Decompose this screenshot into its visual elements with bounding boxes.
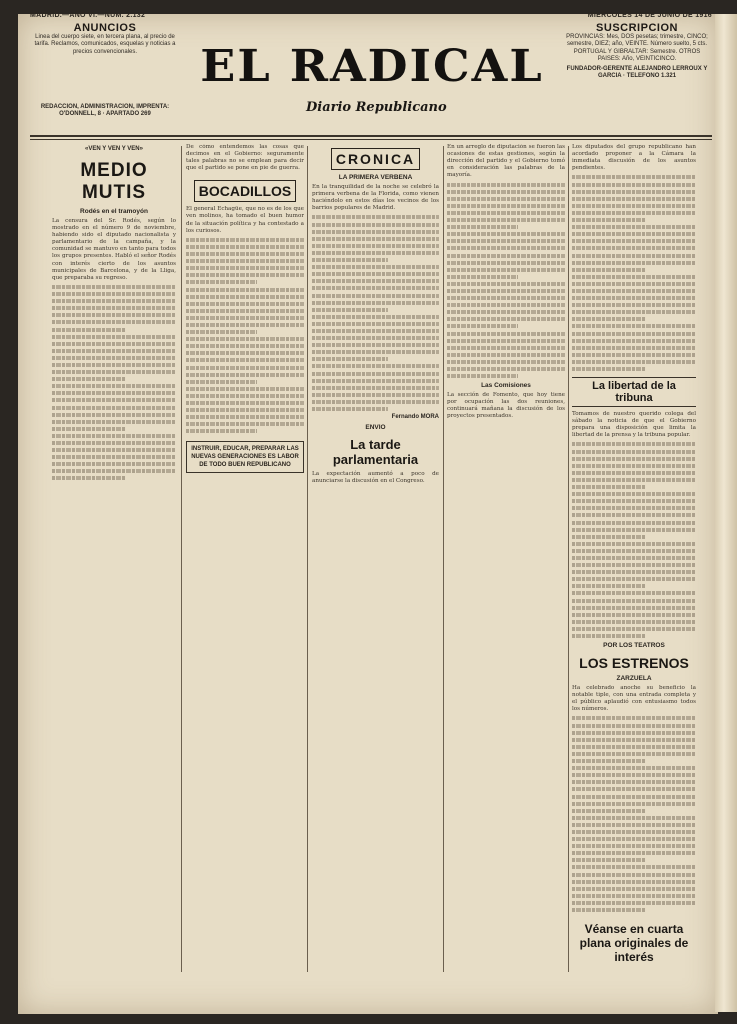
print-texture-line: [572, 261, 696, 265]
print-texture-line: [52, 427, 126, 431]
print-texture-line: [572, 716, 696, 720]
ads-box: [30, 22, 180, 56]
print-texture-line: [52, 469, 176, 473]
col5-body: Tomamos de nuestro querido colega del sábado la noticia de que el Gobierno prepara una disposición que limita la libertad de la prensa y la tribuna popular.: [572, 411, 696, 439]
print-texture-line: [186, 429, 257, 433]
print-texture-line: [312, 329, 439, 333]
print-texture-line: [312, 350, 439, 354]
print-texture-line: [572, 752, 696, 756]
print-texture-line: [312, 244, 439, 248]
print-texture-line: [312, 279, 439, 283]
print-texture-line: [572, 731, 696, 735]
col5-filler-text-a: [572, 175, 696, 371]
print-texture-line: [52, 285, 176, 289]
print-texture-line: [52, 342, 176, 346]
print-texture-line: [572, 780, 696, 784]
print-texture-line: [312, 230, 439, 234]
ads-text: Linea del cuerpo siete, en tercera plana, al precio de tarifa. Reclamos, comunicados, esquelas y noticias a precios convencionales.: [34, 34, 176, 55]
print-texture-line: [572, 324, 696, 328]
print-texture-line: [447, 254, 565, 258]
print-texture-line: [186, 259, 304, 263]
masthead-rule: [30, 135, 712, 137]
print-texture-line: [312, 407, 388, 411]
print-texture-line: [447, 324, 518, 328]
print-texture-line: [186, 387, 304, 391]
print-texture-line: [572, 471, 696, 475]
print-texture-line: [572, 464, 696, 468]
print-texture-line: [572, 310, 696, 314]
col5-filler-text-c: [572, 716, 696, 912]
headline-cronica: CRONICA: [331, 148, 420, 170]
print-texture-line: [572, 901, 696, 905]
print-texture-line: [572, 830, 696, 834]
ads-heading: ANUNCIOS: [73, 22, 137, 34]
print-texture-line: [572, 353, 696, 357]
print-texture-line: [572, 346, 696, 350]
page-edge: [715, 14, 737, 1012]
print-texture-line: [572, 275, 696, 279]
headline-los-estrenos: LOS ESTRENOS: [579, 655, 689, 671]
print-texture-line: [312, 336, 439, 340]
print-texture-line: [572, 809, 646, 813]
print-texture-line: [186, 302, 304, 306]
print-texture-line: [572, 317, 646, 321]
print-texture-line: [52, 320, 176, 324]
print-texture-line: [186, 273, 304, 277]
col4-subhead: Las Comisiones: [481, 382, 531, 390]
print-texture-line: [572, 591, 696, 595]
print-texture-line: [572, 521, 696, 525]
print-texture-line: [312, 400, 439, 404]
print-texture-line: [52, 313, 176, 317]
print-texture-line: [572, 787, 696, 791]
print-texture-line: [52, 299, 176, 303]
print-texture-line: [312, 301, 439, 305]
col5-body2: Ha celebrado anoche su beneficio la notable tiple, con una entrada completa y el público aplaudió con entusiasmo todos los números.: [572, 685, 696, 713]
print-texture-line: [572, 795, 696, 799]
print-texture-line: [186, 245, 304, 249]
print-texture-line: [572, 724, 696, 728]
print-texture-line: [447, 367, 565, 371]
print-texture-line: [572, 225, 696, 229]
subscription-box: [562, 22, 712, 80]
print-texture-line: [572, 613, 696, 617]
headline-tarde-parlamentaria: La tarde parlamentaria: [332, 437, 419, 468]
print-texture-line: [312, 223, 439, 227]
print-texture-line: [447, 339, 565, 343]
administration-info: REDACCION, ADMINISTRACION, IMPRENTA: O'DONNELL, 8 · APARTADO 269: [40, 104, 170, 118]
print-texture-line: [572, 887, 696, 891]
print-texture-line: [312, 393, 439, 397]
print-texture-line: [52, 476, 126, 480]
print-texture-line: [447, 204, 565, 208]
print-texture-line: [186, 330, 257, 334]
print-texture-line: [312, 308, 388, 312]
print-texture-line: [572, 745, 696, 749]
print-texture-line: [572, 492, 696, 496]
col1-subhead: Rodés en el tramoyón: [80, 208, 148, 215]
print-texture-line: [572, 549, 696, 553]
print-texture-line: [186, 344, 304, 348]
print-texture-line: [312, 294, 439, 298]
print-texture-line: [52, 356, 176, 360]
headline-libertad-tribuna: La libertad de la tribuna: [572, 377, 696, 407]
print-texture-line: [312, 364, 439, 368]
print-texture-line: [312, 272, 439, 276]
print-texture-line: [447, 317, 565, 321]
print-texture-line: [572, 577, 696, 581]
print-texture-line: [52, 420, 176, 424]
subscription-heading: SUSCRIPCION: [596, 22, 678, 34]
print-texture-line: [572, 450, 696, 454]
print-texture-line: [572, 759, 646, 763]
print-texture-line: [447, 218, 565, 222]
print-texture-line: [186, 309, 304, 313]
print-texture-line: [572, 485, 646, 489]
print-texture-line: [312, 265, 439, 269]
print-texture-line: [572, 773, 696, 777]
print-texture-line: [52, 377, 126, 381]
col2-bottom-box: INSTRUIR, EDUCAR, PREPARAR LAS NUEVAS GENERACIONES ES LABOR DE TODO BUEN REPUBLICANO: [186, 441, 304, 473]
column-4: [447, 144, 565, 974]
print-texture-line: [572, 339, 696, 343]
column-3: [312, 144, 439, 974]
col4-intro: En un arreglo de diputación se fueron las ocasiones de estas gestiones, según la dirección del partido y el Gobierno tomó en consideración las palabras de la mayoría.: [447, 144, 565, 179]
print-texture-line: [52, 455, 176, 459]
print-texture-line: [572, 246, 696, 250]
print-texture-line: [572, 197, 696, 201]
print-texture-line: [572, 218, 646, 222]
column-divider: [181, 146, 182, 972]
col3-envio: ENVIO: [365, 424, 386, 432]
print-texture-line: [52, 384, 176, 388]
col5-section-tag: POR LOS TEATROS: [603, 642, 665, 649]
column-2: [186, 144, 304, 974]
print-texture-line: [52, 363, 176, 367]
col4-filler-text: [447, 183, 565, 379]
print-texture-line: [447, 303, 565, 307]
print-texture-line: [186, 394, 304, 398]
print-texture-line: [572, 908, 646, 912]
print-texture-line: [447, 183, 565, 187]
print-texture-line: [572, 880, 696, 884]
print-texture-line: [312, 286, 439, 290]
column-divider: [307, 146, 308, 972]
masthead: [30, 12, 712, 132]
print-texture-line: [186, 337, 304, 341]
print-texture-line: [572, 802, 696, 806]
print-texture-line: [447, 374, 518, 378]
print-texture-line: [572, 837, 696, 841]
print-texture-line: [572, 858, 646, 862]
print-texture-line: [312, 215, 439, 219]
print-texture-line: [312, 343, 439, 347]
print-texture-line: [572, 175, 696, 179]
print-texture-line: [572, 627, 696, 631]
print-texture-line: [312, 315, 439, 319]
col1-body: La censura del Sr. Rodés, según lo mostrado en el número 9 de noviembre, habiendo sido el diputado nacionalista y parlamentario de la campaña, y la comunidad se mantuvo en tanto para todos los grupos presentes. Habló el señor Rodés con interés cierto de los asuntos municipales de Barcelona, y de la Lliga, que preparaba su regreso.: [52, 218, 176, 281]
col2-filler-text: [186, 238, 304, 434]
print-texture-line: [186, 366, 304, 370]
col5-subhead: ZARZUELA: [616, 675, 652, 682]
print-texture-line: [572, 873, 696, 877]
print-texture-line: [572, 296, 696, 300]
print-texture-line: [447, 346, 565, 350]
print-texture-line: [186, 351, 304, 355]
print-texture-line: [572, 738, 696, 742]
masthead-rule-thin: [30, 139, 712, 140]
col4-body: La sección de Fomento, que hoy tiene por ocupación las dos reuniones, continuará mañana la discusión de los proyectos presentados.: [447, 392, 565, 420]
print-texture-line: [447, 232, 565, 236]
print-texture-line: [186, 422, 304, 426]
print-texture-line: [52, 462, 176, 466]
col2-body: El general Echagüe, que no es de los que ven molinos, ha tomado el buen humor de la situación política y ha contestado a los curiosos.: [186, 206, 304, 234]
col3-byline: Fernando MORA: [391, 414, 439, 421]
print-texture-line: [572, 268, 646, 272]
print-texture-line: [447, 190, 565, 194]
print-texture-line: [52, 335, 176, 339]
col3-body: En la tranquilidad de la noche se celebró la primera verbena de la Florida, como vienen haciéndolo en estos días los vecinos de los barrios populares de Madrid.: [312, 184, 439, 212]
print-texture-line: [447, 211, 565, 215]
date-line: MIERCOLES 14 DE JUNIO DE 1916: [587, 12, 712, 19]
print-texture-line: [572, 303, 696, 307]
print-texture-line: [312, 237, 439, 241]
print-texture-line: [572, 332, 696, 336]
column-5: [572, 144, 696, 974]
issue-line: MADRID.—AÑO VI.—NUM. 2.132: [30, 12, 146, 19]
print-texture-line: [186, 380, 257, 384]
print-texture-line: [186, 415, 304, 419]
print-texture-line: [572, 478, 696, 482]
subscription-text: PROVINCIAS: Mes, DOS pesetas; trimestre, CINCO; semestre, DIEZ; año, VEINTE. Número suelto, 5 cts. PORTUGAL Y GIBRALTAR: Semestre. OTROS PAISES: Año, VEINTICINCO.: [566, 34, 708, 63]
print-texture-line: [52, 434, 176, 438]
print-texture-line: [447, 289, 565, 293]
print-texture-line: [572, 599, 696, 603]
print-texture-line: [186, 238, 304, 242]
print-texture-line: [312, 372, 439, 376]
print-texture-line: [447, 332, 565, 336]
print-texture-line: [312, 258, 388, 262]
print-texture-line: [572, 204, 696, 208]
column-divider: [443, 146, 444, 972]
col5-intro: Los diputados del grupo republicano han acordado proponer a la Cámara la inmediata discusión de los asuntos pendientes.: [572, 144, 696, 172]
print-texture-line: [572, 851, 696, 855]
print-texture-line: [447, 197, 565, 201]
column-divider: [568, 146, 569, 972]
print-texture-line: [572, 865, 696, 869]
print-texture-line: [52, 306, 176, 310]
print-texture-line: [447, 246, 565, 250]
print-texture-line: [572, 563, 696, 567]
print-texture-line: [447, 239, 565, 243]
print-texture-line: [447, 360, 565, 364]
print-texture-line: [572, 606, 696, 610]
print-texture-line: [572, 211, 696, 215]
print-texture-line: [186, 408, 304, 412]
print-texture-line: [572, 457, 696, 461]
print-texture-line: [572, 506, 696, 510]
print-texture-line: [572, 183, 696, 187]
print-texture-line: [447, 296, 565, 300]
print-texture-line: [312, 322, 439, 326]
print-texture-line: [447, 282, 565, 286]
print-texture-line: [572, 620, 696, 624]
print-texture-line: [447, 275, 518, 279]
print-texture-line: [52, 413, 176, 417]
newspaper-subtitle: Diario Republicano: [306, 100, 447, 115]
col1-filler-text: [52, 285, 176, 481]
print-texture-line: [52, 448, 176, 452]
print-texture-line: [572, 360, 696, 364]
headline-bocadillos: BOCADILLOS: [194, 180, 297, 202]
print-texture-line: [572, 816, 696, 820]
print-texture-line: [52, 406, 176, 410]
print-texture-line: [572, 894, 696, 898]
print-texture-line: [186, 288, 304, 292]
print-texture-line: [447, 225, 518, 229]
print-texture-line: [572, 254, 696, 258]
print-texture-line: [572, 528, 696, 532]
print-texture-line: [186, 401, 304, 405]
col3-subhead: LA PRIMERA VERBENA: [338, 174, 413, 181]
print-texture-line: [572, 570, 696, 574]
print-texture-line: [572, 499, 696, 503]
print-texture-line: [447, 261, 565, 265]
print-texture-line: [572, 367, 646, 371]
print-texture-line: [186, 266, 304, 270]
print-texture-line: [186, 295, 304, 299]
newspaper-title: EL RADICAL: [200, 40, 544, 92]
column-1: [52, 144, 176, 974]
closing-notice: Véanse en cuarta plana originales de interés: [579, 922, 689, 964]
print-texture-line: [572, 556, 696, 560]
print-texture-line: [447, 268, 565, 272]
print-texture-line: [312, 386, 439, 390]
print-texture-line: [572, 282, 696, 286]
col5-filler-text-b: [572, 442, 696, 638]
print-texture-line: [52, 349, 176, 353]
headline-medio-mutis: MEDIO MUTIS: [80, 160, 148, 203]
print-texture-line: [572, 584, 646, 588]
print-texture-line: [572, 844, 696, 848]
col1-tag: «VEN Y VEN Y VEN»: [85, 146, 143, 152]
print-texture-line: [572, 442, 696, 446]
print-texture-line: [186, 358, 304, 362]
print-texture-line: [572, 535, 646, 539]
print-texture-line: [572, 634, 646, 638]
print-texture-line: [572, 823, 696, 827]
print-texture-line: [572, 766, 696, 770]
print-texture-line: [312, 251, 439, 255]
col3-filler-text: [312, 215, 439, 411]
print-texture-line: [312, 357, 388, 361]
print-texture-line: [52, 398, 176, 402]
col2-intro: De cómo entendemos las cosas que decimos en el Gobierno: seguramente tales palabras no se emplean para decir que el partido se pone en pie de guerra.: [186, 144, 304, 172]
print-texture-line: [52, 391, 176, 395]
print-texture-line: [572, 289, 696, 293]
print-texture-line: [447, 353, 565, 357]
director-line: FUNDADOR-GERENTE ALEJANDRO LERROUX Y GARCIA · TELEFONO 1.321: [566, 65, 708, 80]
print-texture-line: [186, 252, 304, 256]
print-texture-line: [312, 379, 439, 383]
print-texture-line: [186, 323, 304, 327]
print-texture-line: [186, 316, 304, 320]
print-texture-line: [447, 310, 565, 314]
print-texture-line: [186, 280, 257, 284]
print-texture-line: [572, 542, 696, 546]
col3-body2: La expectación aumentó a poco de anunciarse la discusión en el Congreso.: [312, 471, 439, 485]
print-texture-line: [52, 370, 176, 374]
print-texture-line: [572, 239, 696, 243]
print-texture-line: [52, 441, 176, 445]
print-texture-line: [52, 292, 176, 296]
print-texture-line: [186, 373, 304, 377]
print-texture-line: [572, 513, 696, 517]
print-texture-line: [572, 232, 696, 236]
print-texture-line: [52, 328, 126, 332]
print-texture-line: [572, 190, 696, 194]
